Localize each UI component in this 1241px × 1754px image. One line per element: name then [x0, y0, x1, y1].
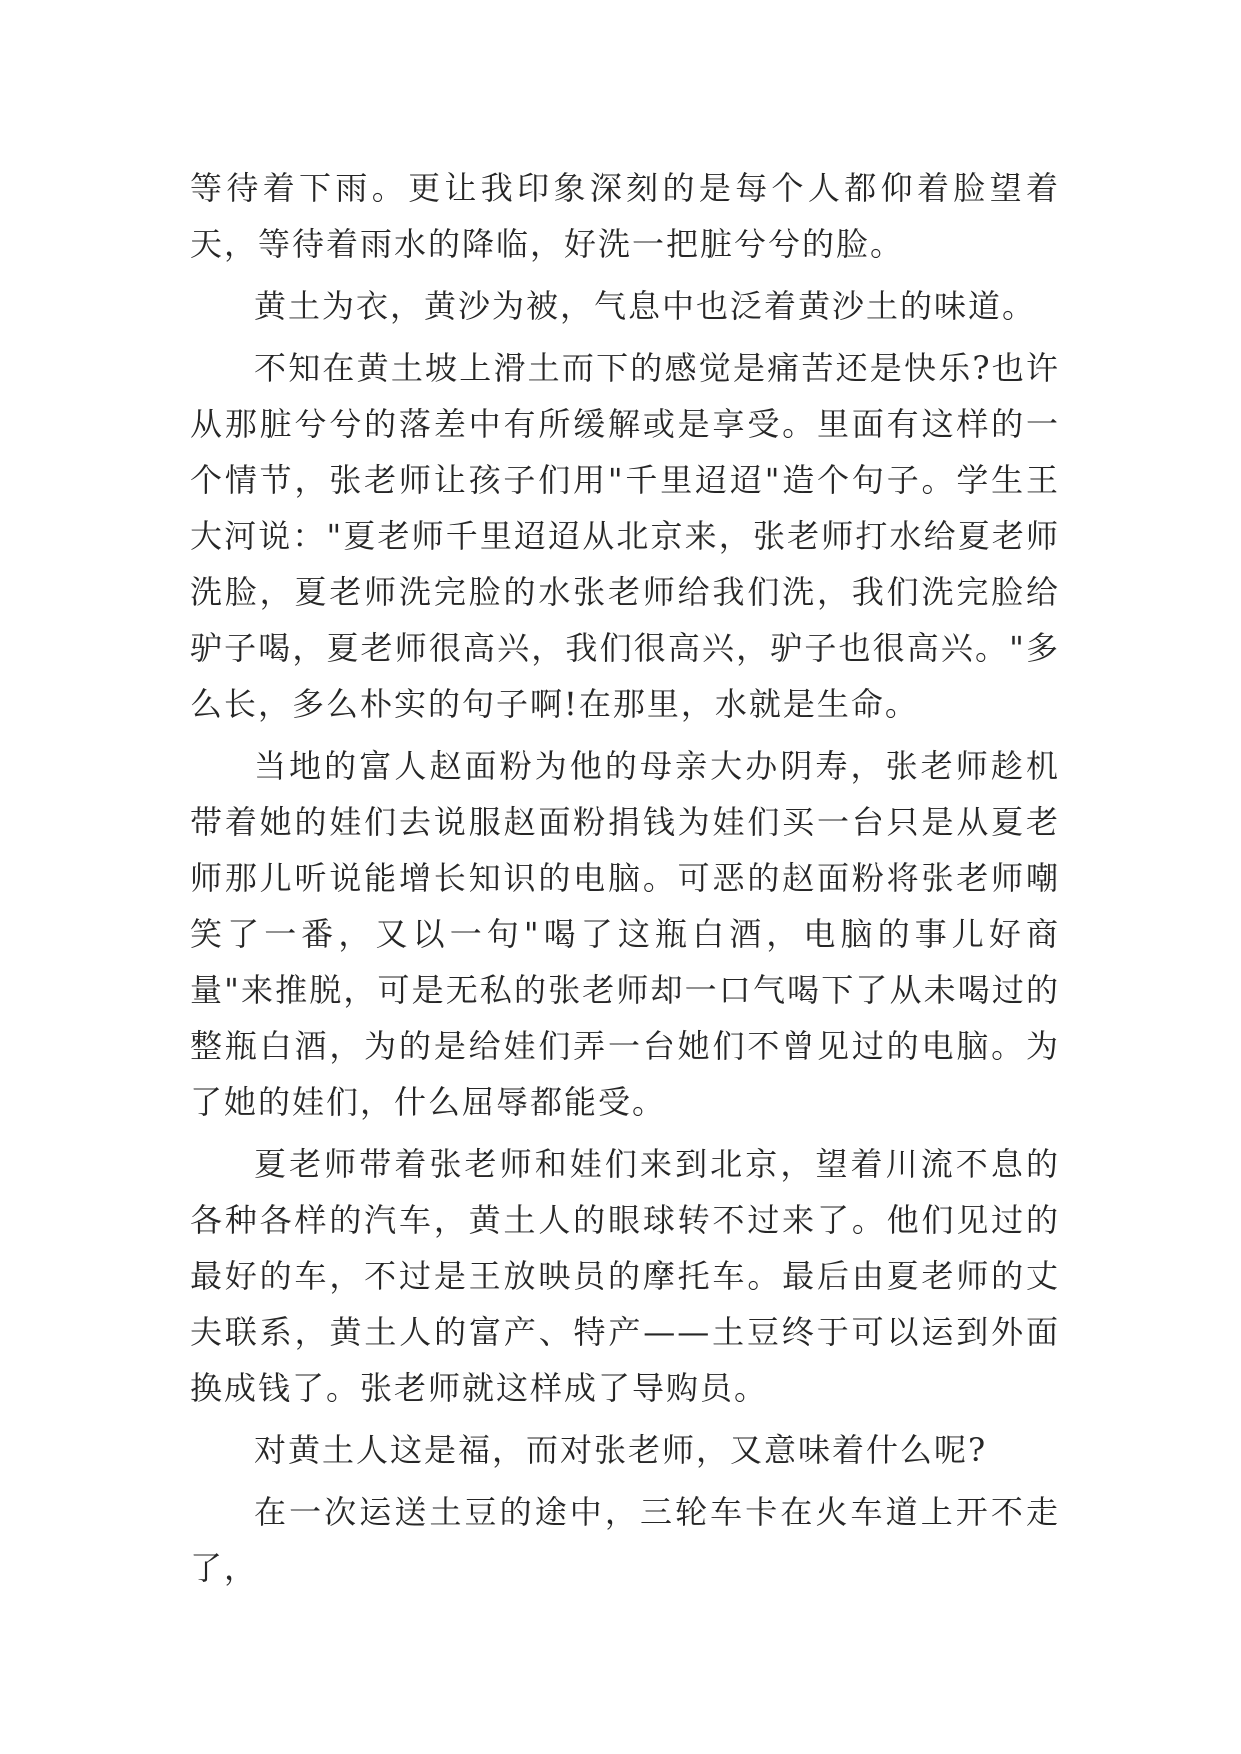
document-page	[190, 160, 1060, 1602]
paragraph: 等待着下雨。更让我印象深刻的是每个人都仰着脸望着天，等待着雨水的降临，好洗一把脏兮兮的脸。	[190, 169, 1060, 263]
paragraph: 黄土为衣，黄沙为被，气息中也泛着黄沙土的味道。	[254, 287, 1037, 325]
paragraph: 在一次运送土豆的途中，三轮车卡在火车道上开不走了，	[190, 1493, 1060, 1587]
paragraph: 不知在黄土坡上滑土而下的感觉是痛苦还是快乐?也许从那脏兮兮的落差中有所缓解或是享受。里面有这样的一个情节，张老师让孩子们用"千里迢迢"造个句子。学生王大河说："夏老师千里迢迢从北京来，张老师打水给夏老师洗脸，夏老师洗完脸的水张老师给我们洗，我们洗完脸给驴子喝，夏老师很高兴，我们很高兴，驴子也很高兴。"多么长，多么朴实的句子啊!在那里，水就是生命。	[190, 349, 1060, 723]
paragraph: 当地的富人赵面粉为他的母亲大办阴寿，张老师趁机带着她的娃们去说服赵面粉捐钱为娃们买一台只是从夏老师那儿听说能增长知识的电脑。可恶的赵面粉将张老师嘲笑了一番，又以一句"喝了这瓶白酒，电脑的事儿好商量"来推脱，可是无私的张老师却一口气喝下了从未喝过的整瓶白酒，为的是给娃们弄一台她们不曾见过的电脑。为了她的娃们，什么屈辱都能受。	[190, 747, 1060, 1121]
paragraph: 对黄土人这是福，而对张老师，又意味着什么呢?	[254, 1431, 988, 1469]
paragraph: 夏老师带着张老师和娃们来到北京，望着川流不息的各种各样的汽车，黄土人的眼球转不过来了。他们见过的最好的车，不过是王放映员的摩托车。最后由夏老师的丈夫联系，黄土人的富产、特产——土豆终于可以运到外面换成钱了。张老师就这样成了导购员。	[190, 1145, 1060, 1407]
